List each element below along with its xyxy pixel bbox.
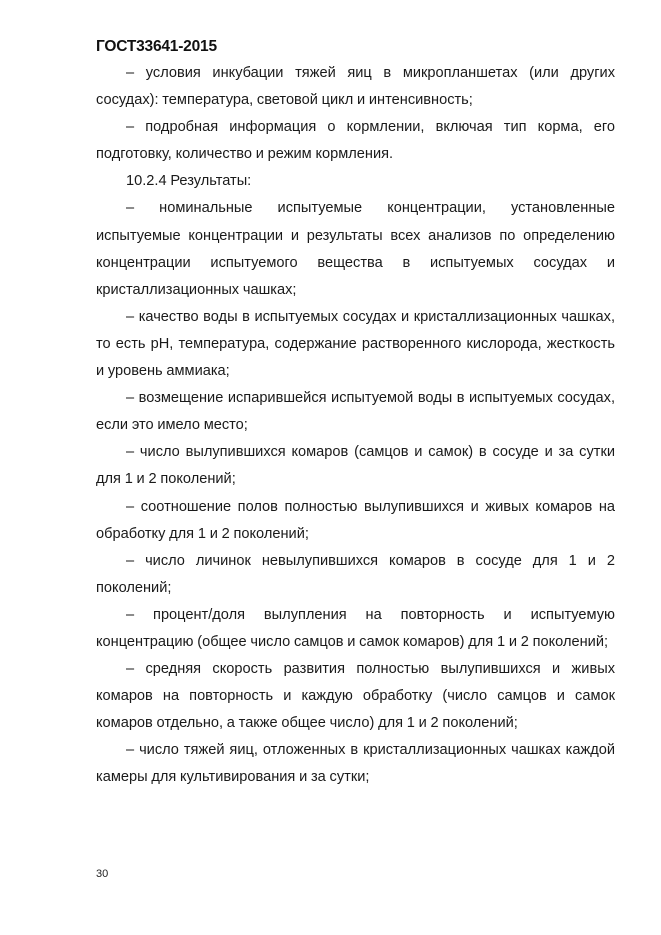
page-number: 30 [96, 868, 109, 880]
list-item-emerged-count: – число вылупившихся комаров (самцов и самок) в сосуде и за сутки для 1 и 2 поколений; [96, 444, 615, 488]
list-item-feeding-info: – подробная информация о кормлении, включая тип корма, его подготовку, количество и режим кормления. [96, 119, 615, 163]
list-item-egg-ropes: – число тяжей яиц, отложенных в кристаллизационных чашках каждой камеры для культивирования и за сутки; [96, 742, 615, 786]
document-code-header: ГОСТ33641-2015 [96, 38, 217, 55]
list-item-incubation-conditions: – условия инкубации тяжей яиц в микропланшетах (или других сосудах): температура, световой цикл и интенсивность; [96, 65, 615, 109]
list-item-development-rate: – средняя скорость развития полностью вылупившихся и живых комаров на повторность и каждую обработку (число самцов и самок комаров отдельно, а также общее число) для 1 и 2 поколений; [96, 661, 615, 732]
list-item-emergence-rate: – процент/доля вылупления на повторность и испытуемую концентрацию (общее число самцов и самок комаров) для 1 и 2 поколений; [96, 606, 615, 650]
list-item-water-quality: – качество воды в испытуемых сосудах и кристаллизационных чашках, то есть pH, температура, содержание растворенного кислорода, жесткость и уровень аммиака; [96, 308, 615, 380]
list-item-sex-ratio: – соотношение полов полностью вылупившихся и живых комаров на обработку для 1 и 2 поколений; [96, 498, 615, 542]
section-heading-results: 10.2.4 Результаты: [126, 173, 252, 190]
document-body [96, 60, 615, 792]
list-item-unemerged-larvae: – число личинок невылупившихся комаров в сосуде для 1 и 2 поколений; [96, 552, 615, 596]
list-item-evaporated-water: – возмещение испарившейся испытуемой воды в испытуемых сосудах, если это имело место; [96, 390, 615, 434]
list-item-test-concentrations: – номинальные испытуемые концентрации, установленные испытуемые концентрации и результаты всех анализов по определению концентрации испытуемого вещества в испытуемых сосудах и кристаллизационных чашках; [96, 200, 615, 298]
